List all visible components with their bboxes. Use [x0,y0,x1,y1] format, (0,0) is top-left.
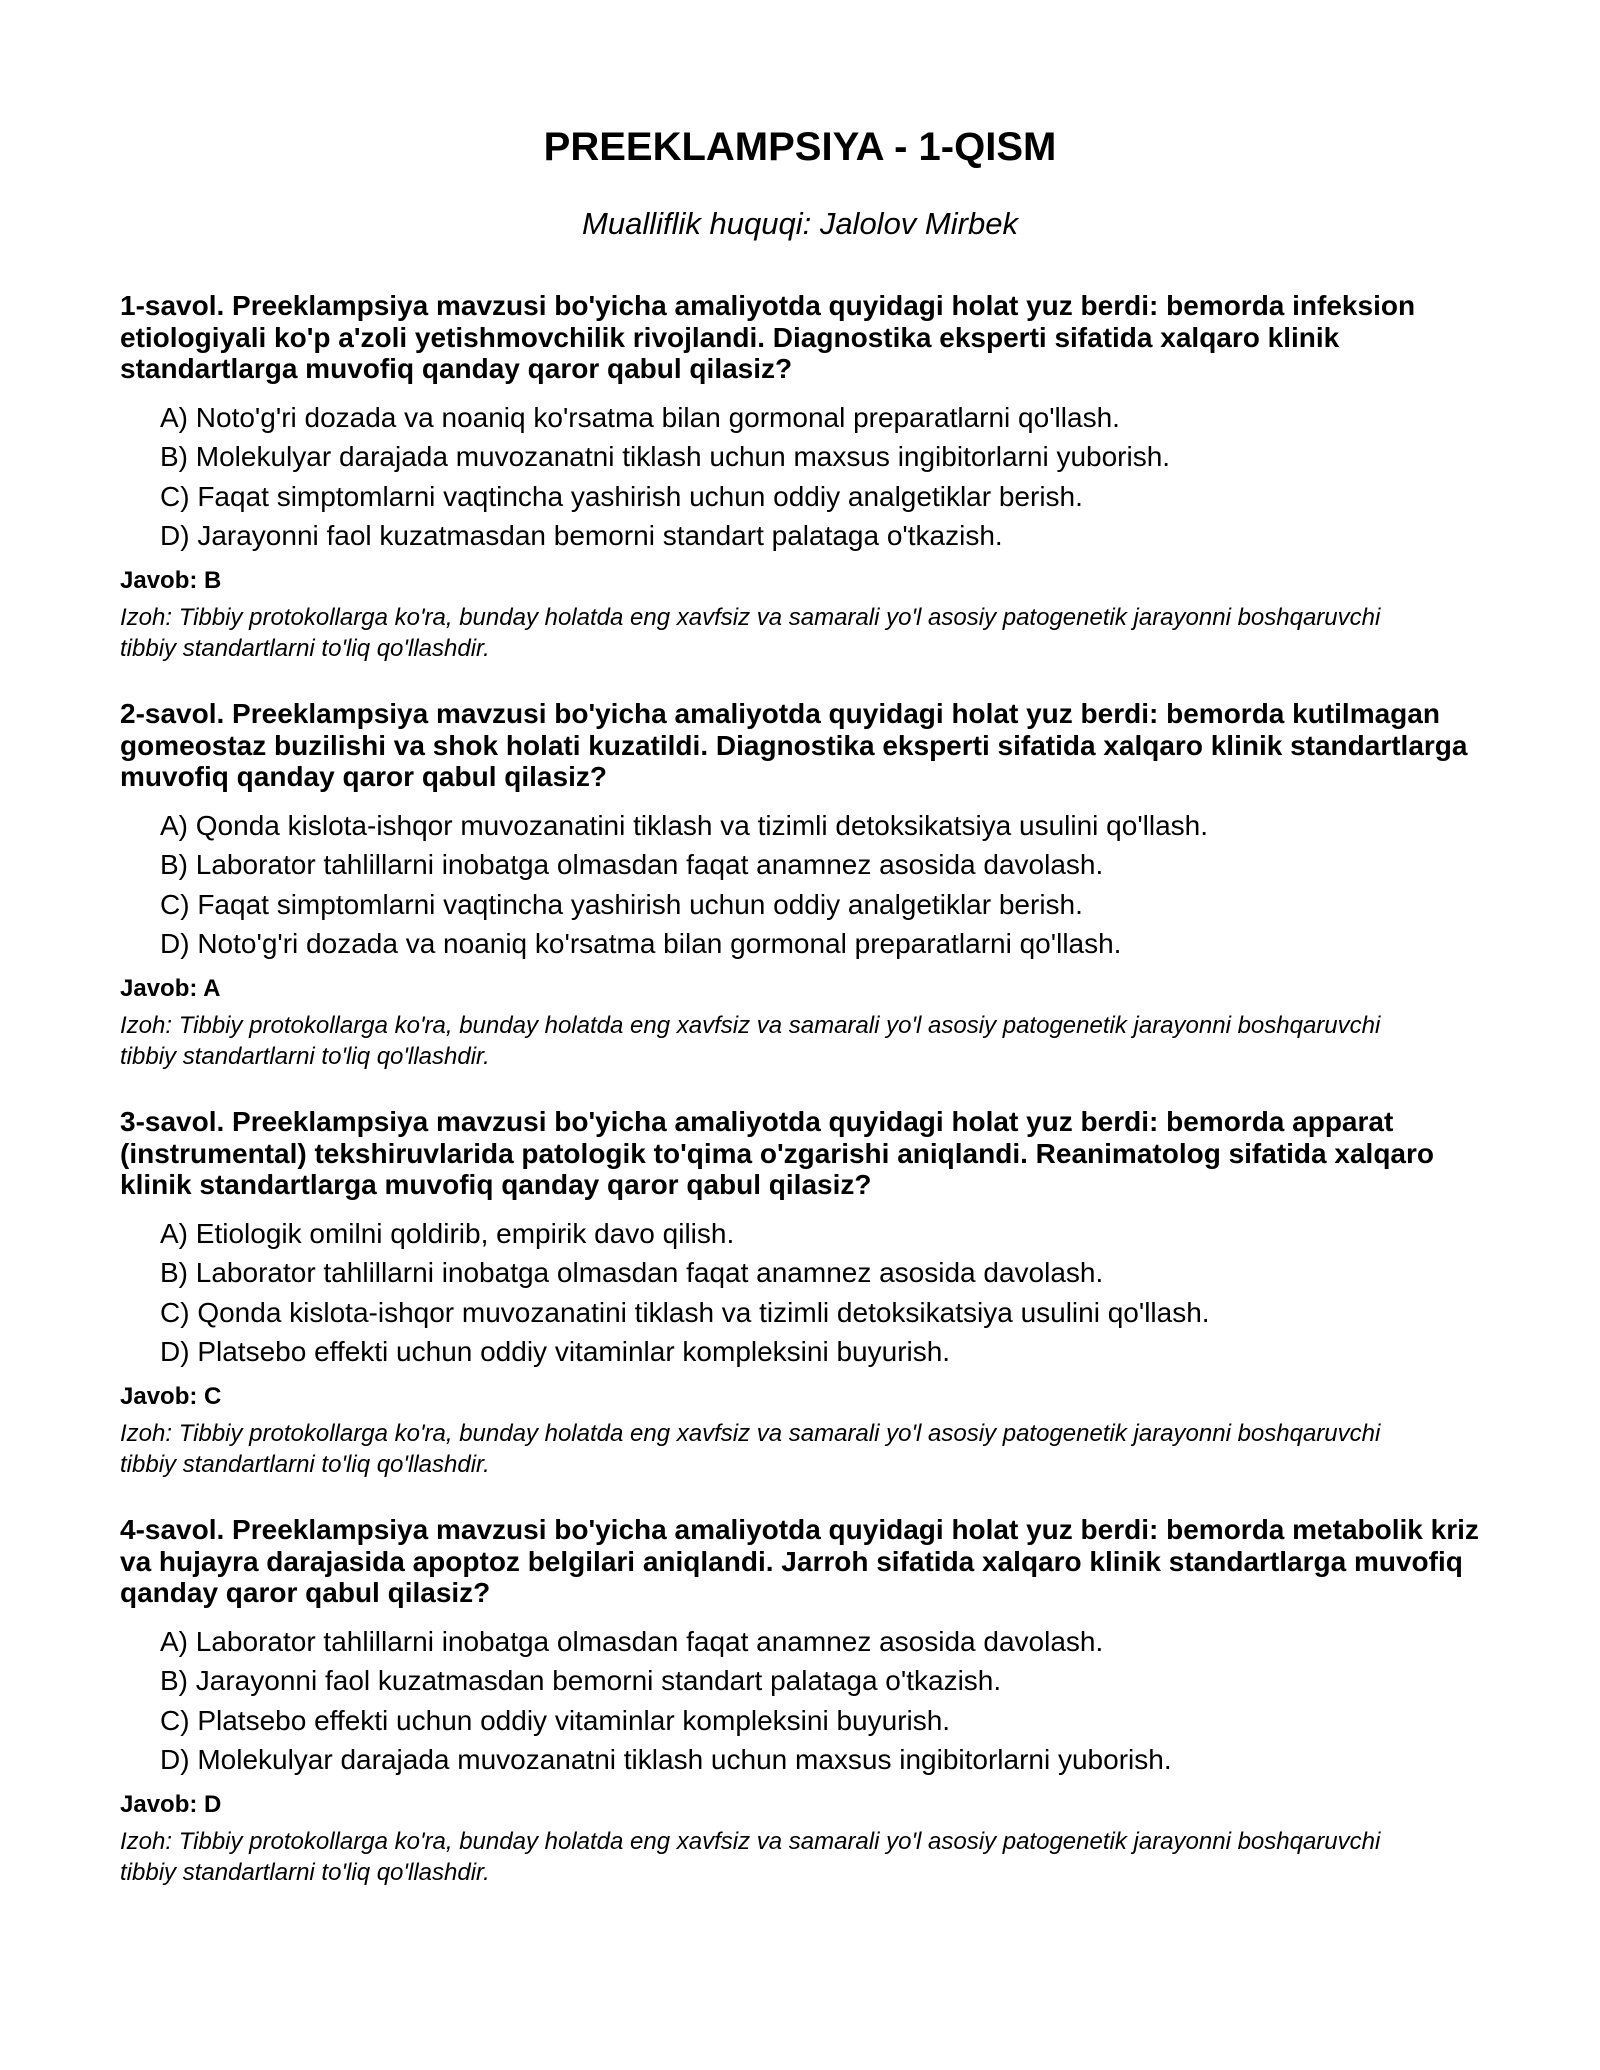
answer-label: Javob: D [120,1790,222,1818]
option-list [120,806,1490,964]
page-subtitle: Mualliflik huquqi: Jalolov Mirbek [582,206,1018,241]
explanation-text: Izoh: Tibbiy protokollarga ko'ra, bunday holatda eng xavfsiz va samarali yo'l asosiy patogenetik jarayonni boshqaruvchi tibbiy standartlarni to'liq qo'llashdir. [120,1419,1381,1478]
answer-label: Javob: B [120,566,222,594]
explanation-text: Izoh: Tibbiy protokollarga ko'ra, bunday holatda eng xavfsiz va samarali yo'l asosiy patogenetik jarayonni boshqaruvchi tibbiy standartlarni to'liq qo'llashdir. [120,603,1381,662]
option-d: D) Molekulyar darajada muvozanatni tiklash uchun maxsus ingibitorlarni yuborish. [160,1744,1172,1775]
option-c: C) Platsebo effekti uchun oddiy vitaminlar kompleksini buyurish. [160,1704,951,1736]
option-a: A) Etiologik omilni qoldirib, empirik davo qilish. [160,1217,735,1249]
question-text: 2-savol. Preeklampsiya mavzusi bo'yicha amaliyotda quyidagi holat yuz berdi: bemorda kutilmagan gomeostaz buzilishi va shok holati kuzatildi. Diagnostika eksperti sifatida xalqaro klinik standartlarga muvofiq qanday qaror qabul qilasiz? [120,698,1468,792]
explanation-text: Izoh: Tibbiy protokollarga ko'ra, bunday holatda eng xavfsiz va samarali yo'l asosiy patogenetik jarayonni boshqaruvchi tibbiy standartlarni to'liq qo'llashdir. [120,1827,1381,1886]
option-list [120,1622,1490,1780]
question-block-3 [120,1106,1490,1480]
option-a: A) Laborator tahlillarni inobatga olmasdan faqat anamnez asosida davolash. [160,1625,1104,1657]
question-block-4 [120,1514,1490,1888]
page-title: PREEKLAMPSIYA - 1-QISM [543,125,1057,169]
question-text: 3-savol. Preeklampsiya mavzusi bo'yicha amaliyotda quyidagi holat yuz berdi: bemorda apparat (instrumental) tekshiruvlarida patologik to'qima o'zgarishi aniqlandi. Reanimatolog sifatida xalqaro klinik standartlarga muvofiq qanday qaror qabul qilasiz? [120,1106,1434,1200]
question-block-2 [120,698,1490,1072]
option-list [120,398,1490,556]
question-block-1 [120,290,1490,664]
option-b: B) Jarayonni faol kuzatmasdan bemorni standart palataga o'tkazish. [160,1665,1002,1696]
option-d: D) Noto'g'ri dozada va noaniq ko'rsatma bilan gormonal preparatlarni qo'llash. [160,928,1122,959]
option-b: B) Laborator tahlillarni inobatga olmasdan faqat anamnez asosida davolash. [160,849,1104,880]
option-c: C) Qonda kislota-ishqor muvozanatini tiklash va tizimli detoksikatsiya usulini qo'llash. [160,1296,1210,1328]
option-a: A) Qonda kislota-ishqor muvozanatini tiklash va tizimli detoksikatsiya usulini qo'llash. [160,809,1209,841]
option-d: D) Platsebo effekti uchun oddiy vitaminlar kompleksini buyurish. [160,1336,951,1367]
option-d: D) Jarayonni faol kuzatmasdan bemorni standart palataga o'tkazish. [160,520,1003,551]
option-b: B) Laborator tahlillarni inobatga olmasdan faqat anamnez asosida davolash. [160,1257,1104,1288]
answer-label: Javob: A [120,974,221,1002]
option-c: C) Faqat simptomlarni vaqtincha yashirish uchun oddiy analgetiklar berish. [160,888,1083,920]
question-text: 4-savol. Preeklampsiya mavzusi bo'yicha amaliyotda quyidagi holat yuz berdi: bemorda metabolik kriz va hujayra darajasida apoptoz belgilari aniqlandi. Jarroh sifatida xalqaro klinik standartlarga muvofiq qanday qaror qabul qilasiz? [120,1514,1479,1608]
explanation-text: Izoh: Tibbiy protokollarga ko'ra, bunday holatda eng xavfsiz va samarali yo'l asosiy patogenetik jarayonni boshqaruvchi tibbiy standartlarni to'liq qo'llashdir. [120,1011,1381,1070]
question-text: 1-savol. Preeklampsiya mavzusi bo'yicha amaliyotda quyidagi holat yuz berdi: bemorda infeksion etiologiyali ko'p a'zoli yetishmovchilik rivojlandi. Diagnostika eksperti sifatida xalqaro klinik standartlarga muvofiq qanday qaror qabul qilasiz? [120,290,1416,384]
option-list [120,1214,1490,1372]
answer-label: Javob: C [120,1382,222,1410]
option-a: A) Noto'g'ri dozada va noaniq ko'rsatma bilan gormonal preparatlarni qo'llash. [160,401,1120,433]
option-c: C) Faqat simptomlarni vaqtincha yashirish uchun oddiy analgetiklar berish. [160,480,1083,512]
option-b: B) Molekulyar darajada muvozanatni tiklash uchun maxsus ingibitorlarni yuborish. [160,441,1171,472]
